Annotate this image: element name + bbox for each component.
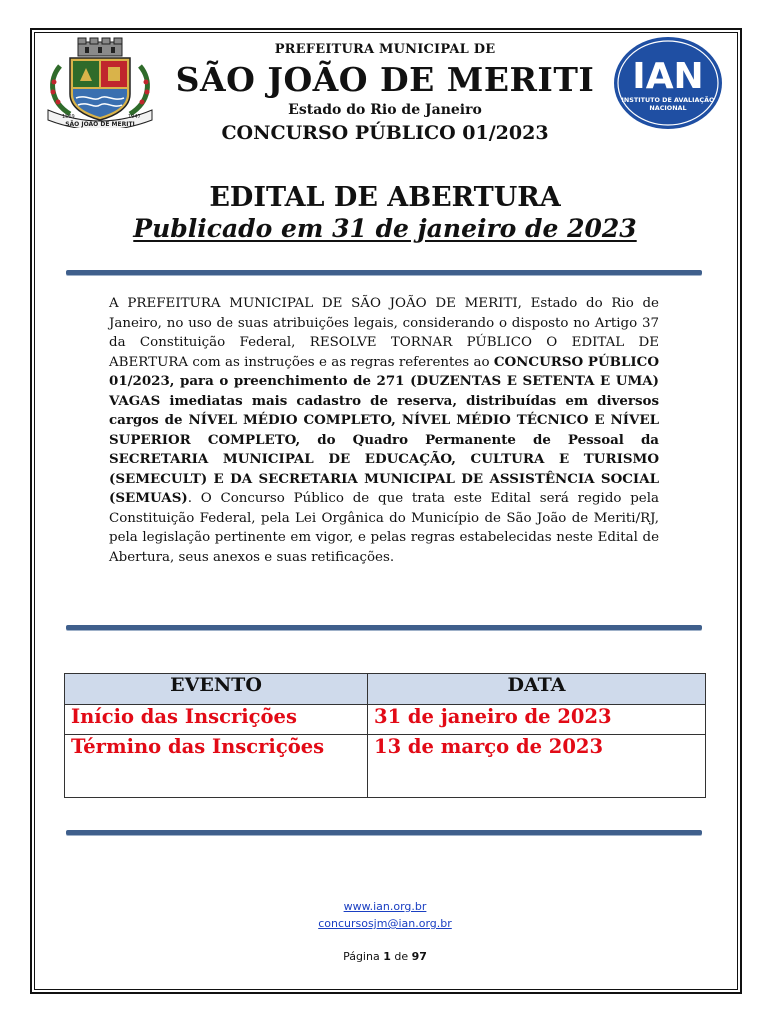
- divider-middle: [66, 625, 702, 630]
- email-link[interactable]: concursosjm@ian.org.br: [318, 917, 452, 930]
- intro-text-bold: CONCURSO PÚBLICO 01/2023, para o preenchimento de 271 (DUZENTAS E SETENTA E UMA) VAGAS imediatas mais cadastro de reserva, distribuídas em diversos cargos de NÍVEL MÉDIO COMPLETO, NÍVEL MÉDIO TÉCNICO E NÍVEL SUPERIOR COMPLETO, do Quadro Permanente de Pessoal da SECRETARIA MUNICIPAL DE EDUCAÇÃO, CULTURA E TURISMO (SEMECULT) E DA SECRETARIA MUNICIPAL DE ASSISTÊNCIA SOCIAL (SEMUAS): [109, 353, 659, 506]
- header-city: SÃO JOÃO DE MERITI: [175, 60, 595, 99]
- page-number: [230, 950, 540, 963]
- document-title: EDITAL DE ABERTURA: [209, 182, 561, 213]
- table-row: [65, 735, 706, 798]
- event-date: 31 de janeiro de 2023: [368, 705, 706, 735]
- page-total: 97: [411, 950, 427, 963]
- events-header-date: DATA: [368, 674, 706, 705]
- table-row: [65, 705, 706, 735]
- header-prefeitura: PREFEITURA MUNICIPAL DE: [274, 42, 496, 57]
- crest-motto: SÃO JOÃO DE MERITI: [65, 121, 135, 128]
- event-date: 13 de março de 2023: [368, 735, 706, 798]
- ian-line2: NACIONAL: [649, 104, 687, 112]
- page-current: 1: [383, 950, 391, 963]
- footer-website-row: [230, 900, 540, 913]
- event-name: Término das Inscrições: [65, 735, 368, 798]
- publication-date: Publicado em 31 de janeiro de 2023: [133, 214, 637, 243]
- ian-acronym: IAN: [632, 56, 704, 97]
- divider-bottom: [66, 830, 702, 835]
- ian-line1: INSTITUTO DE AVALIAÇÃO: [621, 96, 715, 104]
- crest-year-right: 1947: [128, 114, 141, 120]
- website-link[interactable]: www.ian.org.br: [343, 900, 427, 913]
- crest-year-left: 1569: [62, 114, 75, 120]
- footer-email-row: [230, 917, 540, 930]
- header-contest: CONCURSO PÚBLICO 01/2023: [221, 122, 549, 144]
- header-state: Estado do Rio de Janeiro: [288, 102, 482, 118]
- coat-of-arms-icon: [40, 36, 160, 128]
- events-header-row: [65, 674, 706, 705]
- events-table: [64, 673, 706, 798]
- mural-crown: [78, 38, 122, 56]
- intro-text-2: . O Concurso Público de que trata este Edital será regido pela Constituição Federal, pela Lei Orgânica do Município de São João de Meriti/RJ, pela legislação pertinente em vigor, e pelas regras estabelecidas neste Edital de Abertura, seus anexos e suas retificações.: [109, 491, 659, 565]
- events-header-event: EVENTO: [65, 674, 368, 705]
- ian-logo-icon: [613, 36, 723, 130]
- event-name: Início das Inscrições: [65, 705, 368, 735]
- page-label: Página: [343, 950, 380, 963]
- intro-paragraph: [109, 294, 659, 567]
- page-of: de: [394, 950, 409, 963]
- divider-top: [66, 270, 702, 275]
- intro-text-1: A PREFEITURA MUNICIPAL DE SÃO JOÃO DE MERITI, Estado do Rio de Janeiro, no uso de suas atribuições legais, considerando o disposto no Artigo 37 da Constituição Federal, RESOLVE TORNAR PÚBLICO O EDITAL DE ABERTURA com as instruções e as regras referentes ao: [109, 296, 659, 370]
